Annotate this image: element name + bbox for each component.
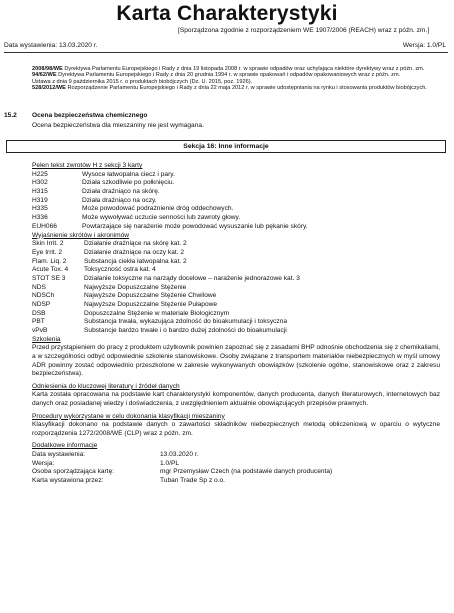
list-item: Data wystawienia: 13.03.2020 r. [32,450,199,458]
list-item: Skin Irrit. 2 Działanie drażniące na skórę kat. 2 [32,240,187,248]
list-item: H225 Wysoce łatwopalna ciecz i pary. [32,170,175,178]
section-16-header: Sekcja 16: Inne informacje [6,140,446,153]
list-item: vPvB Substancje bardzo trwałe i o bardzo dużej zdolności do bioakumulacji [32,327,287,335]
list-item: H336 Może wywoływać uczucie senności lub zawroty głowy. [32,214,241,222]
additional-info-list [32,451,440,486]
section-number: 15.2 [4,112,17,119]
list-item: Acute Tox. 4 Toksyczność ostra kat. 4 [32,266,156,274]
h-statements-title: Pełen tekst zwrotów H z sekcji 3 karty [32,162,143,169]
section-title: Ocena bezpieczeństwa chemicznego [32,112,148,119]
h-statements-list [32,171,440,232]
section-15-2-heading [4,112,147,119]
list-item: NDSCh Najwyższe Dopuszczalne Stężenie Chwilowe [32,292,217,300]
section-16-content [32,162,440,486]
abbreviations-list [32,240,440,336]
procedure-text: Klasyfikacji dokonano na podstawie danych o zawartości składników niebezpiecznych metodą obliczeniową w oparciu o wytyczne rozporządzenia 1272/2008/WE (CLP) wraz z późn. zm. [32,421,440,437]
document-title: Karta Charakterystyki [116,2,338,25]
list-item: NDS Najwyższe Dopuszczalne Stężenie [32,283,187,291]
version: Wersja: 1.0/PL [402,42,446,49]
regulation-list [32,66,432,92]
regulation-item: 94/62/WE Dyrektywa Parlamentu Europejskiego i Rady z dnia 20 grudnia 1994 r. w sprawie opakowań i odpadów opakowaniowych wraz z późn. zm. [32,72,401,79]
list-item: DSB Dopuszczalne Stężenie w materiale Biologicznym [32,309,230,317]
header-divider [4,52,448,53]
list-item: Flam. Liq. 2 Substancja ciekła łatwopalna kat. 2 [32,257,187,265]
training-title: Szkolenia [32,335,61,343]
list-item: STOT SE 3 Działanie toksyczne na narządy docelowe – narażenie jednorazowe kat. 3 [32,274,300,282]
procedure-title: Procedury wykorzystane w celu dokonania klasyfikacji mieszaniny [32,412,225,420]
references-text: Karta została opracowana na podstawie kart charakterystyki komponentów, danych producenta, danych literaturowych, internetowych baz danych oraz posiadanej wiedzy i doświadczenia, z uwzględnieniem aktualnie obowiązujących przepisów prawnych. [32,391,440,407]
issue-date: Data wystawienia: 13.03.2020 r. [4,42,98,49]
list-item: H335 Może powodować podrażnienie dróg oddechowych. [32,205,234,213]
regulation-item: 2008/98/WE Dyrektywa Parlamentu Europejskiego i Rady z dnia 19 listopada 2008 r. w sprawie odpadów oraz uchylająca niektóre dyrektywy wraz z późn. zm. [32,66,425,72]
regulation-item: Ustawa z dnia 9 października 2015 r. o produktach biobójczych (Dz. U. 2015, poz. 1926). [32,78,253,85]
section-15-2-body: Ocena bezpieczeństwa dla mieszaniny nie jest wymagana. [32,122,204,129]
references-title: Odniesienia do kluczowej literatury i źródeł danych [32,382,180,390]
training-text: Przed przystąpieniem do pracy z produktem użytkownik powinien zapoznać się z zasadami BHP odnośnie obchodzenia się z chemikaliami, a w szczególności odbyć odpowiednie szkolenie stanowiskowe. Osoby związane z transportem materiałów niebezpiecznych w myśl umowy ADR powinny zostać odpowiednio przeszkolone w zakresie wykonywanych obowiązków (szkolenie ogólne, stanowiskowe oraz z zakresu bezpieczeństwa). [32,344,440,378]
list-item: Wersja: 1.0/PL [32,459,180,467]
abbreviations-title: Wyjaśnienie skrótów i akronimów [32,231,130,239]
regulation-item: 528/2012/WE Rozporządzenie Parlamentu Europejskiego i Rady z dnia 22 maja 2012 r. w sprawie udostępniania na rynku i stosowania produktów biobójczych. [32,85,427,92]
list-item: Karta wystawiona przez: Tuban Trade Sp z o.o. [32,477,226,485]
list-item: Eye Irrit. 2 Działanie drażniące na oczy kat. 2 [32,248,185,256]
regulation-subtitle: [Sporządzona zgodnie z rozporządzeniem WE 1907/2006 (REACH) wraz z późn. zm.] [178,27,430,34]
list-item: PBT Substancja trwała, wykazująca zdolność do bioakumulacji i toksyczna [32,318,288,326]
list-item: EUH066 Powtarzające się narażenie może powodować wysuszanie lub pękanie skóry. [32,222,308,230]
list-item: H302 Działa szkodliwie po połknięciu. [32,179,175,187]
list-item: Osoba sporządzająca kartę: mgr Przemysław Czech (na podstawie danych producenta) [32,468,333,476]
additional-info-title: Dodatkowe informacje [32,442,98,450]
list-item: NDSP Najwyższe Dopuszczalne Stężenie Pułapowe [32,301,218,309]
list-item: H319 Działa drażniąco na oczy. [32,196,157,204]
list-item: H315 Działa drażniąco na skórę. [32,188,160,195]
